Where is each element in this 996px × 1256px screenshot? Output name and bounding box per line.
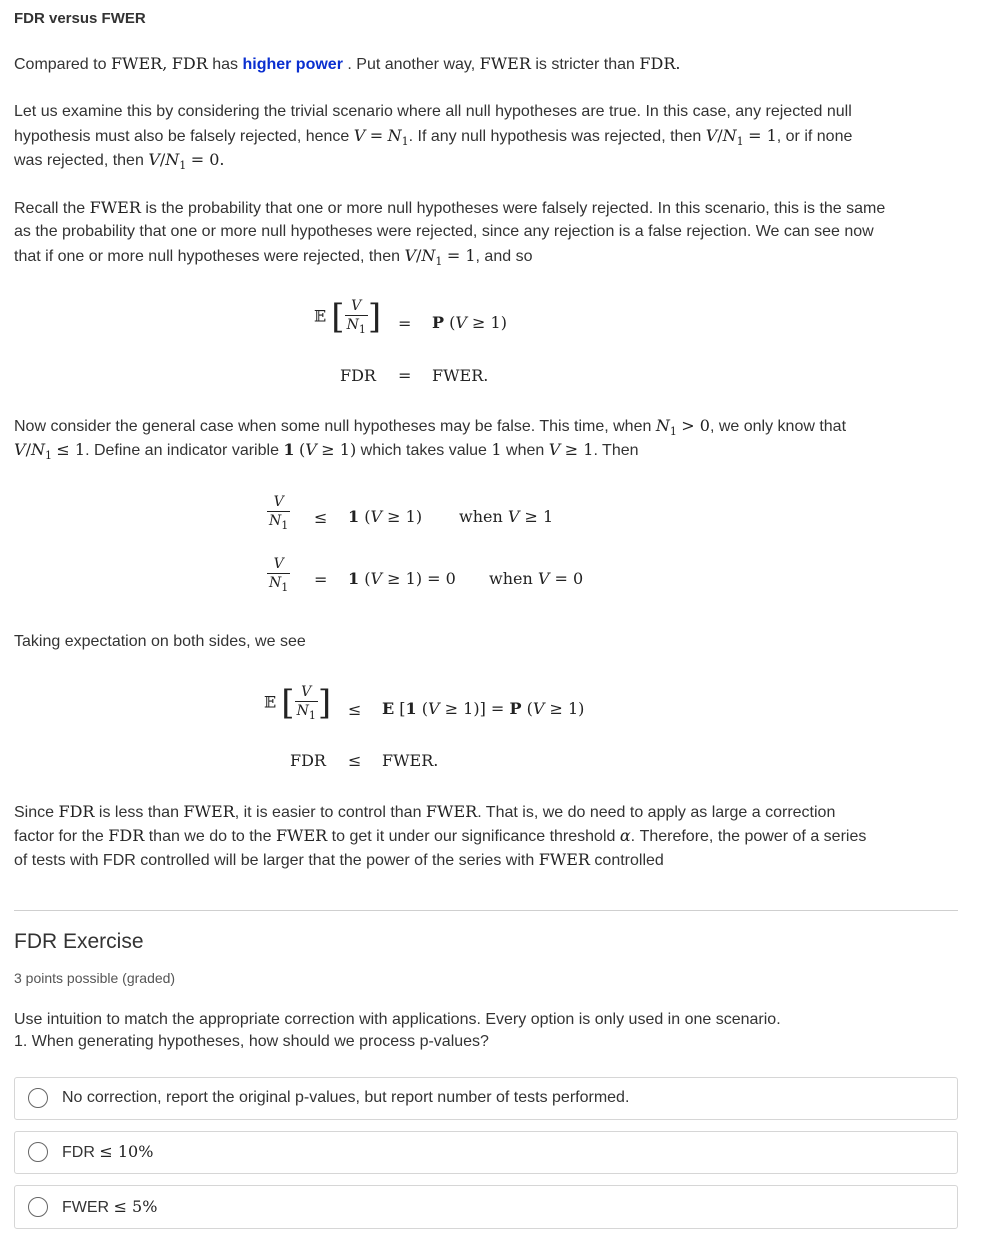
conclusion-line1: Since FDR is less than FWER, it is easier to control than FWER. That is, we do need to apply as large a correction bbox=[14, 802, 836, 821]
points-possible: 3 points possible (graded) bbox=[14, 970, 176, 986]
fraction-v-n1-b: $\frac{V}{N_1}$ bbox=[269, 556, 289, 594]
text: Since bbox=[14, 804, 55, 821]
radio-button[interactable] bbox=[28, 1142, 48, 1162]
equation-expectation-ratio-2: 𝔼 [ $\frac{V}{N_1}$ ] bbox=[264, 682, 332, 723]
eq-fwer: FWER. bbox=[432, 366, 489, 385]
condition-b: when V = 0 bbox=[489, 569, 584, 588]
text: was rejected, then bbox=[14, 152, 144, 169]
text: when bbox=[506, 442, 545, 459]
math-fwer: FWER bbox=[110, 54, 163, 73]
higher-power-link[interactable]: higher power bbox=[242, 56, 343, 73]
recall-paragraph-line2: as the probability that one or more null hypotheses were rejected, since any rejection is a false rejection. We can see now bbox=[14, 223, 874, 240]
math-gt0: > 0 bbox=[681, 416, 710, 435]
text: hypothesis must also be falsely rejected, hence bbox=[14, 128, 350, 145]
math-le1: ≤ 1 bbox=[56, 440, 86, 459]
math-v: V bbox=[353, 126, 366, 145]
indicator-b: 1 (V ≥ 1) = 0 bbox=[348, 569, 456, 588]
equation-expectation-ratio: 𝔼 [ $\frac{V}{N_1}$ ] bbox=[314, 296, 382, 337]
le-sign-c: ≤ bbox=[348, 700, 362, 719]
section-divider bbox=[14, 910, 958, 911]
option-fdr-10[interactable] bbox=[14, 1131, 958, 1174]
math-fdr: FDR bbox=[171, 54, 208, 73]
eq-sign-2: = bbox=[398, 366, 412, 385]
radio-button[interactable] bbox=[28, 1197, 48, 1217]
math-eq-1: = 1 bbox=[446, 246, 476, 265]
text: is less than bbox=[98, 804, 179, 821]
text: . Therefore, the power of a series bbox=[630, 828, 867, 845]
scenario-paragraph-line2: hypothesis must also be falsely rejected, hence $V = N_1$. If any null hypothesis was rejected, then $V/N_1 = 1$, or if none bbox=[14, 126, 853, 149]
option-label bbox=[62, 1197, 157, 1217]
radio-button[interactable] bbox=[28, 1088, 48, 1108]
math-eq-0: = 0 bbox=[190, 150, 220, 169]
math-p: P bbox=[432, 313, 445, 332]
text: . That is, we do need to apply as large a correction bbox=[477, 804, 836, 821]
text: , we only know that bbox=[709, 418, 847, 435]
math-fdr: FDR bbox=[639, 54, 676, 73]
intro-text-3: . Put another way, bbox=[347, 56, 476, 73]
le-sign-d: ≤ bbox=[348, 751, 362, 770]
math-alpha: α bbox=[619, 826, 631, 845]
option-fwer-5[interactable] bbox=[14, 1185, 958, 1229]
text: when bbox=[459, 507, 503, 526]
text: is the probability that one or more null hypotheses were falsely rejected. In this scenario, this is the same bbox=[145, 200, 886, 217]
eq-sign-1: = bbox=[398, 314, 412, 333]
math-expectation: 𝔼 bbox=[314, 306, 327, 326]
text: . Then bbox=[593, 442, 639, 459]
fraction-v-n1-a: $\frac{V}{N_1}$ bbox=[269, 494, 289, 532]
math-eq-1: = 1 bbox=[748, 126, 777, 145]
equation-expectation-indicator: E [1 (V ≥ 1)] = P (V ≥ 1) bbox=[382, 699, 585, 718]
text: , it is easier to control than bbox=[234, 804, 422, 821]
text: . Define an indicator varible bbox=[85, 442, 279, 459]
indicator-a: 1 (V ≥ 1) bbox=[348, 507, 423, 526]
section-title: FDR versus FWER bbox=[14, 10, 146, 27]
condition-a: when V ≥ 1 bbox=[459, 507, 554, 526]
intro-text-1: Compared to bbox=[14, 56, 107, 73]
math-e-bold: E bbox=[382, 699, 395, 718]
intro-text-2: has bbox=[212, 56, 239, 73]
option-label: No correction, report the original p-values, but report number of tests performed. bbox=[62, 1089, 630, 1106]
text: that if one or more null hypotheses were rejected, then bbox=[14, 248, 400, 265]
text: of tests with FDR controlled will be larger that the power of the series with bbox=[14, 852, 535, 869]
text: , and so bbox=[475, 248, 533, 265]
general-case-line1: Now consider the general case when some null hypotheses may be false. This time, when $N_1 > 0$, we only know that bbox=[14, 416, 847, 439]
math-fwer: FWER bbox=[479, 54, 531, 73]
text: Recall the bbox=[14, 200, 86, 217]
option-label bbox=[62, 1142, 153, 1162]
scenario-paragraph-line3: was rejected, then $V/N_1 = 0$. bbox=[14, 150, 225, 173]
text: factor for the bbox=[14, 828, 104, 845]
text: controlled bbox=[594, 852, 664, 869]
math: ≤ 5% bbox=[113, 1197, 158, 1216]
text: Now consider the general case when some null hypotheses may be false. This time, when bbox=[14, 418, 652, 435]
conclusion-line3: of tests with FDR controlled will be larger that the power of the series with FWER controlled bbox=[14, 850, 664, 869]
text: when bbox=[489, 569, 533, 588]
text: , or if none bbox=[776, 128, 853, 145]
text: FWER bbox=[62, 1199, 110, 1216]
text: which takes value bbox=[360, 442, 487, 459]
equation-prob: P (V ≥ 1) bbox=[432, 313, 507, 332]
option-no-correction[interactable] bbox=[14, 1077, 958, 1120]
text: . If any null hypothesis was rejected, then bbox=[408, 128, 702, 145]
recall-paragraph-line1 bbox=[14, 196, 885, 221]
eq-fdr: FDR bbox=[340, 366, 376, 385]
expectation-paragraph: Taking expectation on both sides, we see bbox=[14, 633, 306, 650]
exercise-title: FDR Exercise bbox=[14, 930, 144, 953]
text: than we do to the bbox=[148, 828, 272, 845]
math-indicator: 1 bbox=[283, 440, 295, 459]
conclusion-line2: factor for the FDR than we do to the FWER to get it under our significance threshold α. Therefore, the power of a series bbox=[14, 826, 867, 845]
exercise-question: 1. When generating hypotheses, how should we process p-values? bbox=[14, 1033, 489, 1050]
eq-fwer-2: FWER. bbox=[382, 751, 439, 770]
recall-paragraph-line3: that if one or more null hypotheses were rejected, then $V/N_1 = 1$, and so bbox=[14, 246, 533, 269]
scenario-paragraph-line1: Let us examine this by considering the trivial scenario where all null hypotheses are true. In this case, any rejected null bbox=[14, 103, 852, 120]
general-case-line2: $V/N_1 \le 1$. Define an indicator varible 1 (V ≥ 1) which takes value 1 when V ≥ 1. Then bbox=[14, 440, 639, 463]
text: FDR bbox=[62, 1144, 95, 1161]
le-sign-a: ≤ bbox=[314, 508, 328, 527]
math-n: N bbox=[387, 126, 402, 145]
eq-fdr-2: FDR bbox=[290, 751, 326, 770]
intro-text-4: is stricter than bbox=[535, 56, 635, 73]
exercise-instructions: Use intuition to match the appropriate correction with applications. Every option is only used in one scenario. bbox=[14, 1011, 781, 1028]
math-sub: 1 bbox=[401, 135, 409, 149]
math: ≤ 10% bbox=[99, 1142, 154, 1161]
eq-sign-b: = bbox=[314, 570, 328, 589]
math-fwer: FWER bbox=[89, 198, 141, 217]
text: to get it under our significance threshold bbox=[331, 828, 616, 845]
intro-paragraph: Compared to FWER, FDR has higher power . Put another way, FWER is stricter than FDR. bbox=[14, 54, 681, 73]
